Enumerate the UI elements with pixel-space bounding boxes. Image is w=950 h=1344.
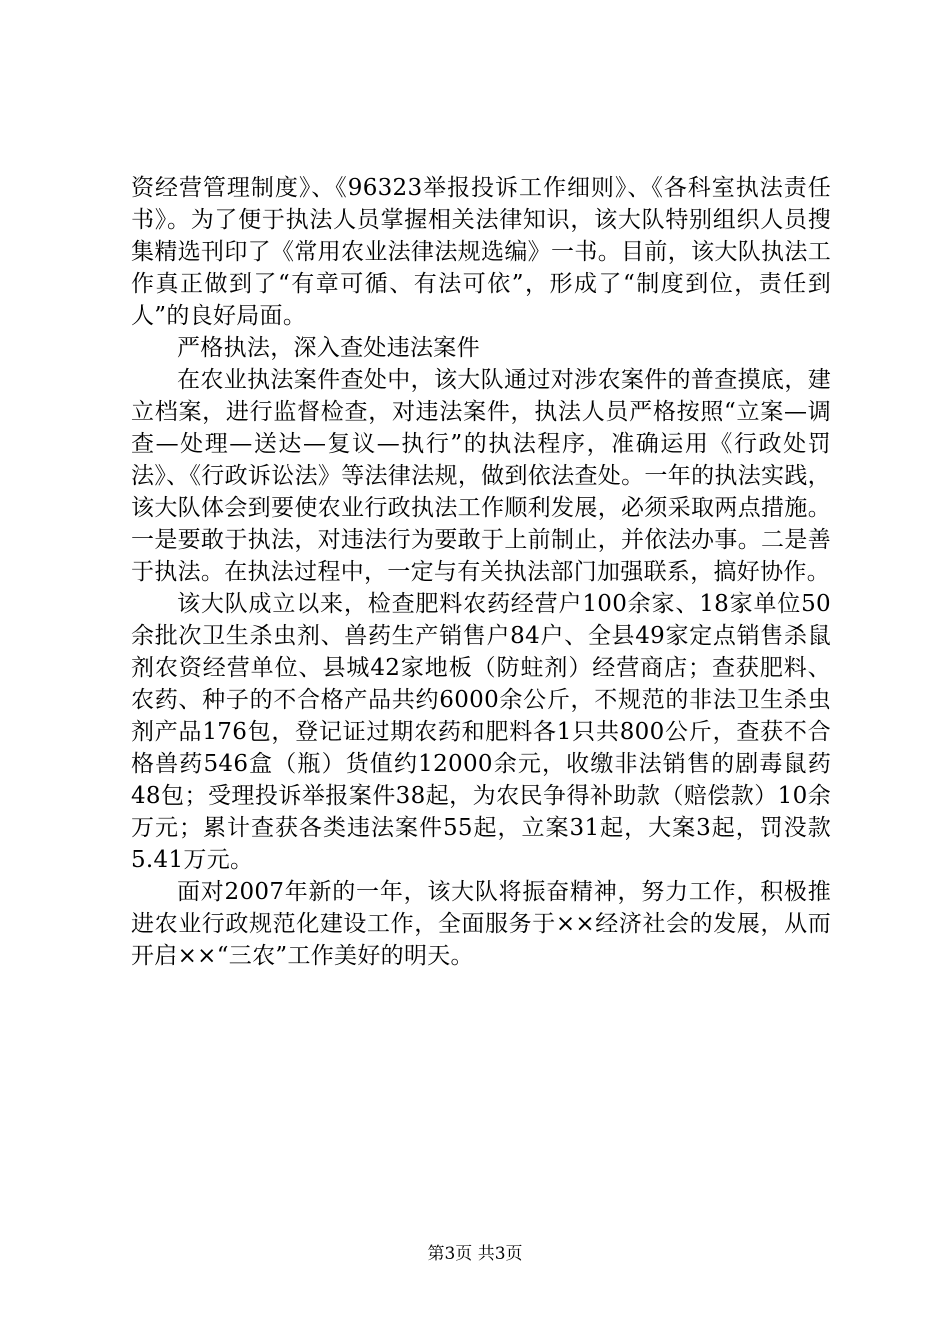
section-heading: 严格执法，深入查处违法案件	[177, 335, 480, 361]
page-footer: 第3页 共3页	[427, 1244, 523, 1264]
body-text	[131, 172, 831, 972]
paragraph-1: 资经营管理制度》、《96323举报投诉工作细则》、《各科室执法责任书》。为了便于执法人员掌握相关法律知识，该大队特别组织人员搜集精选刊印了《常用农业法律法规选编》一书。目前，该大队执法工作真正做到了“有章可循、有法可依”，形成了“制度到位，责任到人”的良好局面。	[131, 175, 831, 329]
paragraph-4: 面对2007年新的一年，该大队将振奋精神，努力工作，积极推进农业行政规范化建设工作，全面服务于××经济社会的发展，从而开启××“三农”工作美好的明天。	[131, 879, 831, 969]
paragraph-3: 该大队成立以来，检查肥料农药经营户100余家、18家单位50余批次卫生杀虫剂、兽药生产销售户84户、全县49家定点销售杀鼠剂农资经营单位、县城42家地板（防蛀剂）经营商店；查获肥料、农药、种子的不合格产品共约6000余公斤，不规范的非法卫生杀虫剂产品176包，登记证过期农药和肥料各1只共800公斤，查获不合格兽药546盒（瓶）货值约12000余元，收缴非法销售的剧毒鼠药48包；受理投诉举报案件38起，为农民争得补助款（赔偿款）10余万元；累计查获各类违法案件55起，立案31起，大案3起，罚没款5.41万元。	[131, 591, 831, 873]
paragraph-2: 在农业执法案件查处中，该大队通过对涉农案件的普查摸底，建立档案，进行监督检查，对违法案件，执法人员严格按照“立案—调查—处理—送达—复议—执行”的执法程序，准确运用《行政处罚法》、《行政诉讼法》等法律法规，做到依法查处。一年的执法实践，该大队体会到要使农业行政执法工作顺利发展，必须采取两点措施。一是要敢于执法，对违法行为要敢于上前制止，并依法办事。二是善于执法。在执法过程中，一定与有关执法部门加强联系，搞好协作。	[131, 367, 831, 585]
